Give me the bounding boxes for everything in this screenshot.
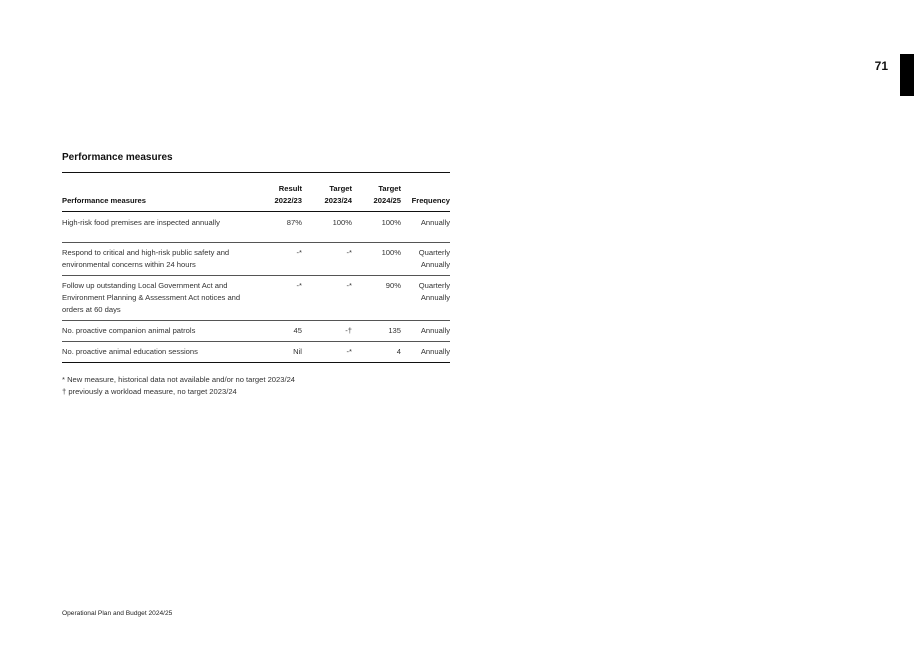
performance-measures-table <box>62 172 450 363</box>
header-result-year: 2022/23 <box>274 196 302 205</box>
header-frequency: Frequency <box>411 196 450 205</box>
section-title: Performance measures <box>62 152 173 163</box>
row-frequency: Annually <box>420 347 450 356</box>
page-footer: Operational Plan and Budget 2024/25 <box>62 610 173 617</box>
row-result: 45 <box>293 326 302 335</box>
row-frequency: Quarterly Annually <box>418 281 450 302</box>
row-target-2023: -† <box>345 326 352 335</box>
row-frequency: Annually <box>420 218 450 227</box>
header-target-2023-year: 2023/24 <box>324 196 352 205</box>
table-row <box>62 342 450 363</box>
row-result: 87% <box>286 218 302 227</box>
footnote-dagger: † previously a workload measure, no target 2023/24 <box>62 387 237 396</box>
header-target-2024-year: 2024/25 <box>373 196 401 205</box>
header-target-2023 <box>302 173 352 212</box>
row-frequency: Annually <box>420 326 450 335</box>
row-result: -* <box>296 281 302 290</box>
footnote-asterisk: * New measure, historical data not available and/or no target 2023/24 <box>62 375 296 384</box>
table-header-row <box>62 173 450 212</box>
header-performance-measures: Performance measures <box>62 196 146 205</box>
performance-table-container <box>62 172 450 363</box>
row-target-2023: -* <box>346 248 352 257</box>
row-measure: High-risk food premises are inspected annually <box>62 218 220 227</box>
row-target-2023: 100% <box>332 218 352 227</box>
table-row <box>62 212 450 243</box>
header-target-2024-label: Target <box>378 184 401 193</box>
row-result: -* <box>296 248 302 257</box>
header-target-2024 <box>352 173 401 212</box>
row-measure: Follow up outstanding Local Government Act and Environment Planning & Assessment Act notices and orders at 60 days <box>62 281 241 314</box>
footnotes <box>62 374 295 398</box>
page-edge-tab <box>900 54 914 96</box>
row-result: Nil <box>293 347 302 356</box>
row-measure: No. proactive animal education sessions <box>62 347 198 356</box>
table-row <box>62 321 450 342</box>
row-target-2023: -* <box>346 281 352 290</box>
row-target-2023: -* <box>346 347 352 356</box>
row-target-2024: 100% <box>381 248 401 257</box>
header-target-2023-label: Target <box>329 184 352 193</box>
row-measure: Respond to critical and high-risk public safety and environmental concerns within 24 hours <box>62 248 230 269</box>
header-result <box>262 173 302 212</box>
header-result-label: Result <box>278 184 302 193</box>
row-frequency: Quarterly Annually <box>418 248 450 269</box>
row-measure: No. proactive companion animal patrols <box>62 326 196 335</box>
row-target-2024: 90% <box>385 281 401 290</box>
page-number: 71 <box>874 59 888 73</box>
row-target-2024: 100% <box>381 218 401 227</box>
table-row <box>62 276 450 321</box>
table-row <box>62 243 450 276</box>
row-target-2024: 4 <box>396 347 401 356</box>
row-target-2024: 135 <box>388 326 401 335</box>
